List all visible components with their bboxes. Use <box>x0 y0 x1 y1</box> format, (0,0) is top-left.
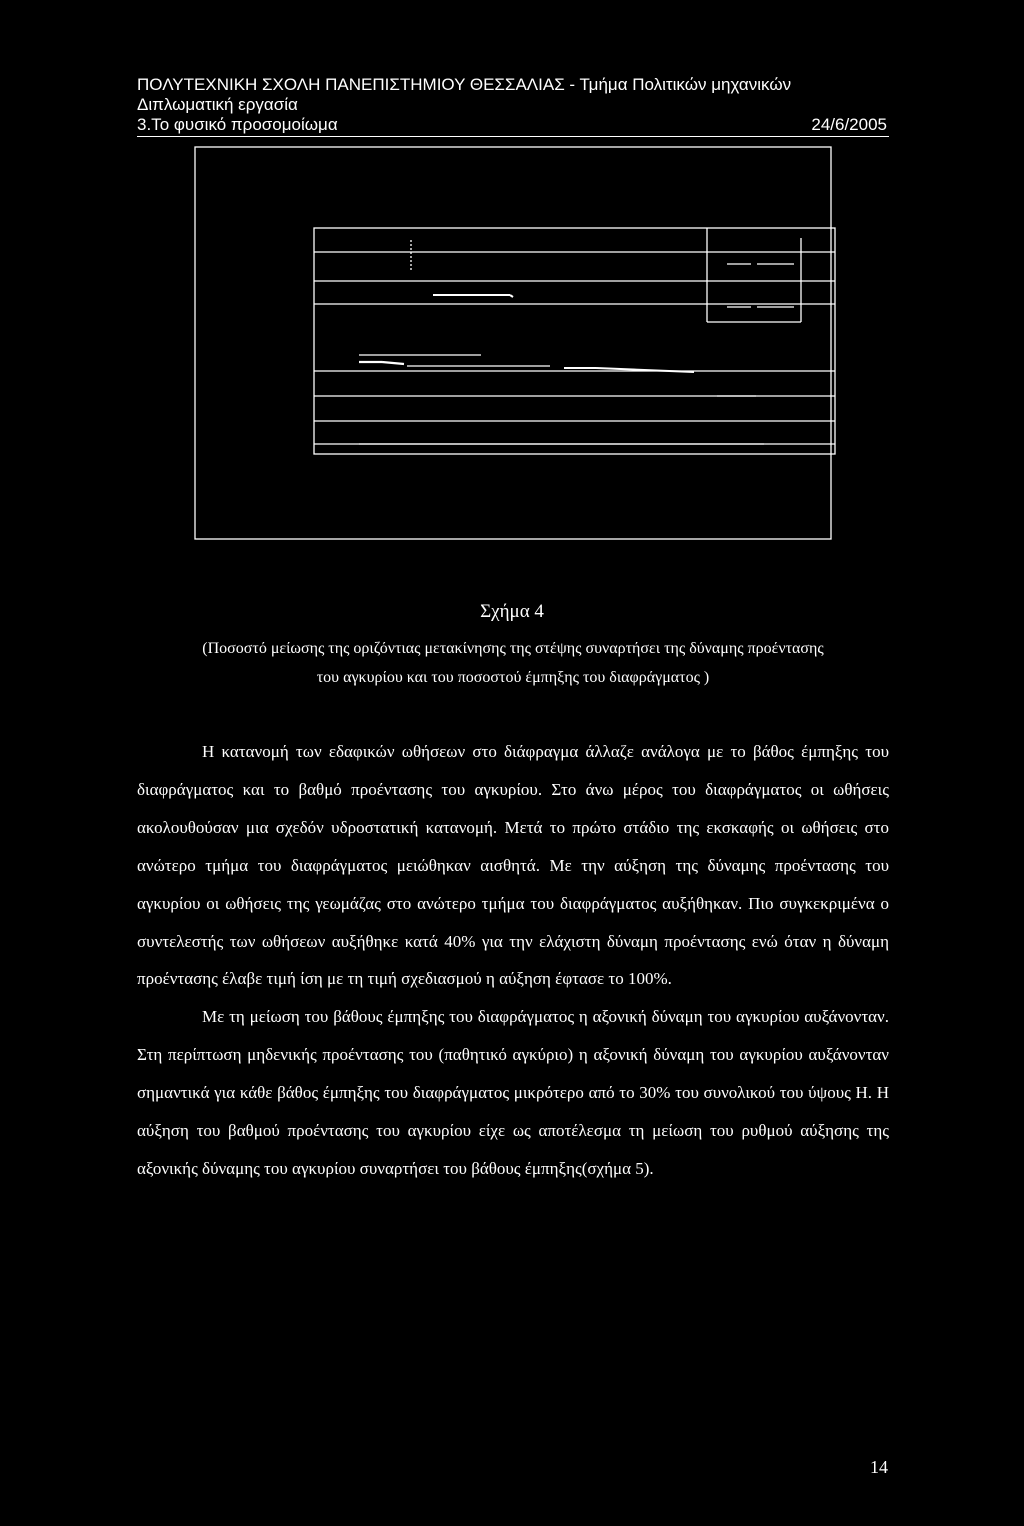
figure-caption-line-2: του αγκυρίου και του ποσοστού έμπηξης του διαφράγματος ) <box>316 669 710 686</box>
figure-title: Σχήμα 4 <box>480 601 544 622</box>
figure-inner-frame <box>314 228 835 454</box>
figure-4-plot <box>184 146 844 546</box>
header-date: 24/6/2005 <box>811 115 887 134</box>
header-institution: ΠΟΛΥΤΕΧΝΙΚΗ ΣΧΟΛΗ ΠΑΝΕΠΙΣΤΗΜΙΟΥ ΘΕΣΣΑΛΙΑΣ - Τμήμα Πολιτικών μηχανικών <box>137 75 792 94</box>
figure-caption-line-1: (Ποσοστό μείωσης της οριζόντιας μετακίνησης της στέψης συναρτήσει της δύναμης προέντασης <box>202 640 824 657</box>
header-rule <box>137 136 889 137</box>
header-section: 3.Το φυσικό προσομοίωμα <box>137 115 338 134</box>
figure-outer-frame <box>195 147 831 539</box>
series-line-2b <box>382 362 404 364</box>
body-text <box>137 733 889 1188</box>
page-number: 14 <box>870 1457 888 1477</box>
paragraph-1: Η κατανομή των εδαφικών ωθήσεων στο διάφραγμα άλλαζε ανάλογα με το βάθος έμπηξης του διαφράγματος και το βαθμό προέντασης του αγκυρίου. Στο άνω μέρος του διαφράγματος οι ωθήσεις ακολουθούσαν μια σχεδόν υδροστατική κατανομή. Μετά το πρώτο στάδιο της εκσκαφής οι ωθήσεις στο ανώτερο τμήμα του διαφράγματος μειώθηκαν αισθητά. Με την αύξηση της δύναμης προέντασης του αγκυρίου οι ωθήσεις της γεωμάζας στο ανώτερο τμήμα του διαφράγματος αυξήθηκαν. Πιο συγκεκριμένα ο συντελεστής των ωθήσεων αυξήθηκε κατά 40% για την ελάχιστη δύναμη προέντασης ενώ όταν η δύναμη προέντασης έλαβε τιμή ίση με τη τιμή σχεδιασμού η αύξηση έφτασε το 100%. <box>137 742 889 989</box>
header-thesis-label: Διπλωματική εργασία <box>137 95 298 114</box>
paragraph-2: Με τη μείωση του βάθους έμπηξης του διαφράγματος η αξονική δύναμη του αγκυρίου αυξάνονταν. Στη περίπτωση μηδενικής προέντασης του (παθητικό αγκύριο) η αξονική δύναμη του αγκυρίου αυξάνονταν σημαντικά για κάθε βάθος έμπηξης του διαφράγματος μικρότερο από το 30% του συνολικού του ύψους Η. Η αύξηση του βαθμού προέντασης του αγκυρίου είχε ως αποτέλεσμα τη μείωση του ρυθμού αύξησης της αξονικής δύναμης του αγκυρίου συναρτήσει του βάθους έμπηξης(σχήμα 5). <box>137 1007 889 1178</box>
series-line-7b <box>510 295 513 297</box>
